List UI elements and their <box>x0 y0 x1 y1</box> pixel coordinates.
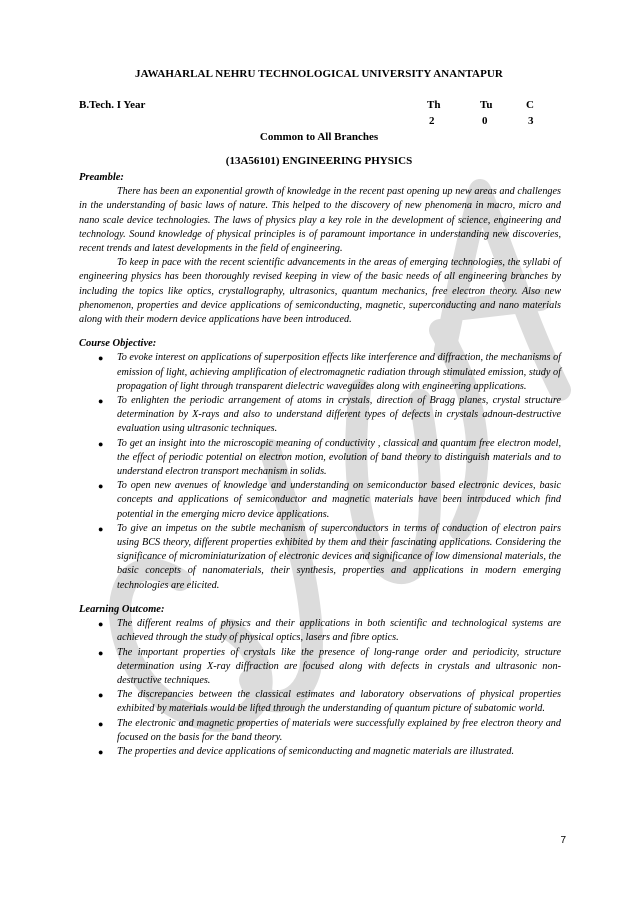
list-item-text: To enlighten the periodic arrangement of atoms in crystals, direction of Bragg planes, crystal structure determination by X-rays and also to understand different types of defects in crystals adnoun-destructive evaluation using ultrasonic techniques. <box>117 395 561 435</box>
preamble-paragraph: To keep in pace with the recent scientific advancements in the areas of emerging technologies, the syllabi of engineering physics has been thoroughly revised keeping in view of the basic needs of all engineering branches by including the topics like optics, crystallography, ultrasonics, quantum mechanics, free electron theory. Also new phenomenon, properties and device applications of semiconducting, magnetic, superconducting and nano materials along with their modern device applications have been introduced. <box>79 257 561 326</box>
list-item-text: To give an impetus on the subtle mechanism of superconductors in terms of conduction of electron pairs using BCS theory, different properties exhibited by them and their fascinating applications. Considering the significance of microminiaturization of electronic devices and significance of low dimensional materials, the basic concepts of nanomaterials, their synthesis, properties and applications in modern emerging technologies are elicited. <box>117 522 561 591</box>
c-label: C <box>526 99 534 111</box>
list-item-text: To get an insight into the microscopic meaning of conductivity , classical and quantum free electron model, the effect of periodic potential on electron motion, evolution of band theory to distinguish materials and to understand electron transport mechanism in solids. <box>117 437 561 478</box>
bullet-icon: ● <box>98 718 104 729</box>
list-item <box>79 745 561 759</box>
list-item <box>79 351 561 394</box>
list-item-text: The electronic and magnetic properties of materials were successfully explained by free electron theory and focused on the basis for the band theory. <box>117 717 561 743</box>
objective-heading: Course Objective: <box>79 338 157 350</box>
bullet-icon: ● <box>98 396 104 407</box>
bullet-icon: ● <box>98 523 104 534</box>
list-item-text: The discrepancies between the classical estimates and laboratory observations of physical properties exhibited by materials would be lifted through the understanding of quantum picture of subatomic world. <box>117 689 561 715</box>
list-item-text: The important properties of crystals like the presence of long-range order and periodicity, structure determination using X-ray diffraction are focused along with defects in crystals and ultrasonic non-destructive techniques. <box>117 646 561 686</box>
preamble-paragraph: There has been an exponential growth of knowledge in the recent past opening up new areas and challenges in the understanding of basic laws of nature. This helped to the discovery of new phenomena in macro, micro and nano scale device technologies. The laws of physics play a key role in the development of science, engineering and technology. Sound knowledge of physical principles is of paramount importance in understanding new discoveries, recent trends and latest developments in the field of engineering. <box>79 186 561 255</box>
th-value: 2 <box>429 115 435 127</box>
outcome-list <box>79 617 561 759</box>
list-item <box>79 717 561 745</box>
bullet-icon: ● <box>98 647 104 658</box>
outcome-heading: Learning Outcome: <box>79 603 165 615</box>
tu-value: 0 <box>482 115 488 127</box>
tu-label: Tu <box>480 99 493 111</box>
list-item-text: The properties and device applications of semiconducting and magnetic materials are illustrated. <box>117 745 515 757</box>
bullet-icon: ● <box>98 438 104 449</box>
bullet-icon: ● <box>98 353 104 364</box>
preamble-heading: Preamble: <box>79 172 124 183</box>
objective-list <box>79 351 561 592</box>
list-item-text: To open new avenues of knowledge and understanding on semiconductor based electronic devices, basic concepts and applications of semiconductor and magnetic materials have been introduced which find potential in the emerging micro device applications. <box>117 480 561 520</box>
c-value: 3 <box>528 115 534 127</box>
page-number: 7 <box>560 835 566 846</box>
program-label: B.Tech. I Year <box>79 99 146 111</box>
bullet-icon: ● <box>98 746 104 757</box>
common-branches: Common to All Branches <box>259 131 379 143</box>
list-item <box>79 394 561 437</box>
th-label: Th <box>427 99 441 111</box>
list-item <box>79 617 561 645</box>
bullet-icon: ● <box>98 690 104 701</box>
list-item <box>79 646 561 689</box>
list-item <box>79 688 561 716</box>
list-item <box>79 437 561 480</box>
university-title: JAWAHARLAL NEHRU TECHNOLOGICAL UNIVERSITY ANANTAPUR <box>135 68 503 80</box>
bullet-icon: ● <box>98 619 104 630</box>
list-item-text: The different realms of physics and their applications in both scientific and technological systems are achieved through the study of physical optics, lasers and fibre optics. <box>117 618 561 644</box>
list-item-text: To evoke interest on applications of superposition effects like interference and diffraction, the mechanisms of emission of light, achieving amplification of electromagnetic radiation through stimulated emission, study of propagation of light through transparent dielectric waveguides along with engineering applications. <box>117 352 561 392</box>
list-item <box>79 522 561 593</box>
list-item <box>79 479 561 522</box>
course-title: (13A56101) ENGINEERING PHYSICS <box>225 155 413 167</box>
bullet-icon: ● <box>98 481 104 492</box>
document-body <box>79 171 561 759</box>
